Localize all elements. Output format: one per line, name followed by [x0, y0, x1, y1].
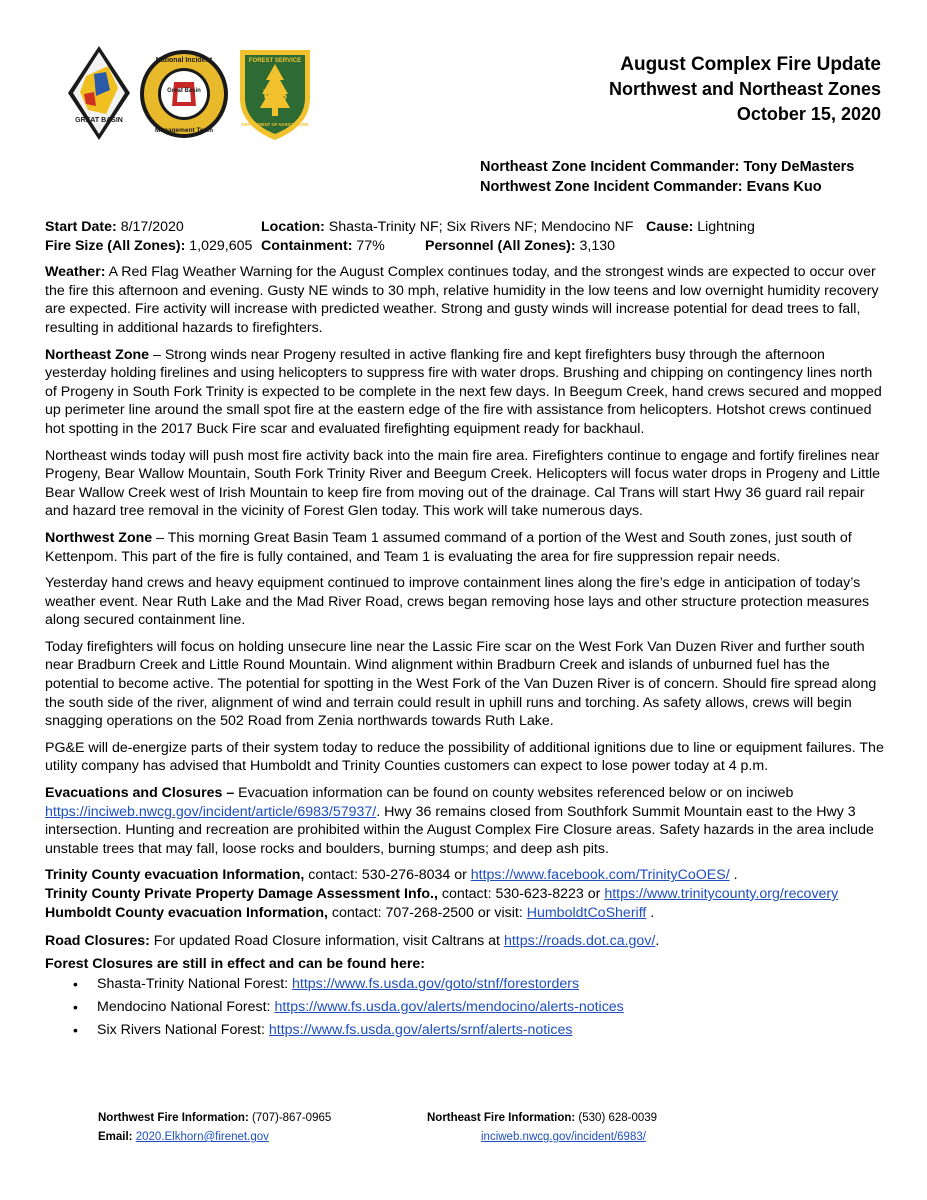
contact-trinity-evac: Trinity County evacuation Information, contact: 530-276-8034 or https://www.facebook.com/TrinityCoOES/ . — [45, 867, 738, 884]
forest-service-shield-logo — [236, 46, 314, 142]
srnf-closure-link[interactable]: https://www.fs.usda.gov/alerts/srnf/alerts-notices — [268, 1021, 573, 1038]
incident-commanders — [480, 157, 854, 197]
trinity-facebook-link[interactable]: https://www.facebook.com/TrinityCoOES/ — [470, 867, 730, 884]
nw-commander: Northwest Zone Incident Commander: Evans Kuo — [480, 179, 822, 195]
weather-label: Weather: — [45, 264, 106, 281]
containment: Containment: 77% — [261, 237, 385, 254]
stats-row-1 — [45, 218, 887, 237]
cause: Cause: Lightning — [646, 219, 755, 235]
road-closures-label: Road Closures: — [45, 933, 150, 950]
contacts-block — [45, 866, 887, 922]
location: Location: Shasta-Trinity NF; Six Rivers NF; Mendocino NF — [261, 219, 634, 235]
northwest-label: Northwest Zone — [45, 529, 153, 546]
ne-info-label: Northeast Fire Information: — [427, 1112, 576, 1124]
stnf-closure-link[interactable]: https://www.fs.usda.gov/goto/stnf/forestorders — [292, 976, 580, 993]
road-closures: Road Closures: For updated Road Closure information, visit Caltrans at https://roads.dot.ca.gov/. — [45, 933, 660, 950]
zones-subtitle: Northwest and Northeast Zones — [608, 79, 881, 99]
page-title: August Complex Fire Update — [620, 54, 881, 75]
email-link[interactable]: 2020.Elkhorn@firenet.gov — [135, 1131, 269, 1143]
great-basin-text: GREAT BASIN — [75, 117, 123, 124]
title-block — [609, 52, 881, 127]
northwest-paragraph-1: Northwest Zone – This morning Great Basin Team 1 assumed command of a portion of the West and South zones, just south of Kettenpom. This part of the fire is fully contained, and Team 1 is evaluating the area for fire suppression repair needs. — [45, 529, 852, 565]
email-label: Email: — [98, 1131, 133, 1143]
humboldt-sheriff-link[interactable]: HumboldtCoSheriff — [526, 904, 647, 921]
fs-us-text: U S — [262, 87, 288, 104]
contact-trinity-damage: Trinity County Private Property Damage Assessment Info., contact: 530-623-8223 or https://www.trinitycounty.org/recovery — [45, 886, 839, 902]
mendocino-closure-link[interactable]: https://www.fs.usda.gov/alerts/mendocino/alerts-notices — [274, 998, 624, 1015]
pge-paragraph: PG&E will de-energize parts of their system today to reduce the possibility of additional ignitions due to line or equipment failures. The utility company has advised that Humboldt and Trinity Counties customers can expect to lose power today at 4 p.m. — [45, 739, 884, 775]
northeast-label: Northeast Zone — [45, 346, 150, 363]
northwest-paragraph-3: Today firefighters will focus on holding unsecure line near the Lassic Fire scar on the West Fork Van Duzen River and further south near Bradburn Creek and Little Round Mountain. Wind alignment within Bradburn Creek and islands of unburned fuel has the potential to become active. The potential for spotting in the West Fork of the Van Duzen River is of concern. Should fire spread along the south side of the river, alignment of wind and terrain could result in uphill runs and torching. As safety allows, crews will begin snagging operations on the 502 Road from Zenia northwards towards Ruth Lake. — [45, 638, 877, 730]
inciweb-article-link[interactable]: https://inciweb.nwcg.gov/incident/article/6983/57937/ — [45, 803, 377, 820]
list-item: • Mendocino National Forest: https://www.fs.usda.gov/alerts/mendocino/alerts-notices — [97, 998, 887, 1017]
caltrans-link[interactable]: https://roads.dot.ca.gov/ — [503, 933, 656, 950]
fs-top-text: FOREST SERVICE — [248, 58, 302, 64]
logo-group — [66, 42, 309, 142]
footer-northwest — [98, 1109, 331, 1147]
nimt-logo — [138, 48, 230, 140]
northeast-paragraph-1: Northeast Zone – Strong winds near Progeny resulted in active flanking fire and kept firefighters busy through the afternoon yesterday holding firelines and using helicopters to suppress fire with water drops. Brushing and chipping on contingency lines north of Progeny in South Fork Trinity is expected to be complete in the next few days. In Beegum Creek, hand crews secured and mopped up perimeter line around the small spot fire at the eastern edge of the fire with assistance from helicopters. Hotshot crews continued hot spotting in the 2017 Buck Fire scar and evaluated firefighting equipment ready for backhaul. — [45, 346, 882, 437]
stats-row-2 — [45, 237, 887, 256]
fs-bottom-text: DEPARTMENT OF AGRICULTURE — [241, 122, 309, 127]
northeast-paragraph-2: Northeast winds today will push most fire activity back into the main fire area. Firefighters continue to engage and fortify firelines near Progeny, Bear Wallow Mountain, South Fork Trinity River and Beegum Creek. Helicopters will focus water drops in Progeny and Little Bear Wallow Creek west of Irish Mountain to keep fire from moving out of the drainage. Cal Trans will start Hwy 36 guard rail repair and hazard tree removal in the vicinity of Forest Glen today. This work will take numerous days. — [45, 447, 881, 520]
document-body — [45, 218, 887, 1043]
great-basin-logo — [66, 44, 132, 142]
ne-phone: (530) 628-0039 — [575, 1112, 658, 1124]
contact-humboldt-evac: Humboldt County evacuation Information, contact: 707-268-2500 or visit: HumboldtCoSheriff . — [45, 904, 655, 921]
evacuations-label: Evacuations and Closures – — [45, 785, 235, 802]
forest-closures-heading: Forest Closures are still in effect and can be found here: — [45, 955, 425, 972]
start-date: Start Date: 8/17/2020 — [45, 219, 184, 235]
nimt-ring-top: National Incident — [155, 57, 213, 64]
footer-northeast — [427, 1109, 657, 1147]
list-item: • Shasta-Trinity National Forest: https://www.fs.usda.gov/goto/stnf/forestorders — [97, 975, 887, 994]
forest-closures-list — [45, 975, 887, 1039]
list-item: • Six Rivers National Forest: https://www.fs.usda.gov/alerts/srnf/alerts-notices — [97, 1021, 887, 1040]
ne-commander: Northeast Zone Incident Commander: Tony DeMasters — [480, 159, 855, 175]
update-date: October 15, 2020 — [736, 104, 881, 124]
nw-phone: (707)-867-0965 — [248, 1112, 332, 1124]
personnel: Personnel (All Zones): 3,130 — [425, 237, 616, 254]
evacuations-paragraph: Evacuations and Closures – Evacuation information can be found on county websites referenced below or on inciweb https://inciweb.nwcg.gov/incident/article/6983/57937/. Hwy 36 remains closed from Southfork Summit Mountain east to the Hwy 3 intersection. Hunting and recreation are prohibited within the August Complex Fire Closure areas. Safety hazards in the area include unstable trees that may fall, loose rocks and boulders, burning stumps; and deep ash pits. — [45, 785, 874, 857]
northwest-paragraph-2: Yesterday hand crews and heavy equipment continued to improve containment lines along the fire’s edge in anticipation of today’s weather event. Near Ruth Lake and the Mad River Road, crews began removing hose lays and other structure protection measures along secured containment line. — [45, 575, 870, 629]
weather-paragraph: Weather: A Red Flag Weather Warning for the August Complex continues today, and the strongest winds are expected to occur over the fire this afternoon and evening. Gusty NE winds to 30 mph, relative humidity in the low teens and low overnight humidity recovery are expected. Fire activity will increase with predicted weather. Strong and gusty winds will increase potential for dead trees to fall, resulting in additional hazards to firefighters. — [45, 264, 879, 336]
fire-size: Fire Size (All Zones): 1,029,605 — [45, 237, 253, 254]
nimt-center-text: Great Basin — [167, 88, 201, 94]
inciweb-incident-link[interactable]: inciweb.nwcg.gov/incident/6983/ — [481, 1131, 646, 1143]
trinity-recovery-link[interactable]: https://www.trinitycounty.org/recovery — [604, 886, 839, 902]
nimt-ring-bottom: Management Team — [154, 127, 214, 134]
nw-info-label: Northwest Fire Information: — [98, 1112, 249, 1124]
